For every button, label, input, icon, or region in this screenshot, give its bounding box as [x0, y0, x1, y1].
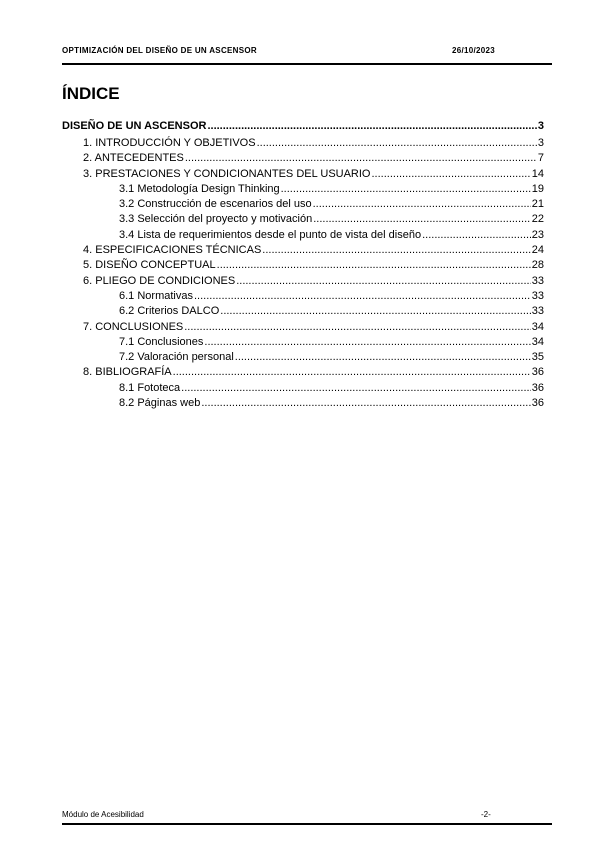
toc-dot-leader — [313, 198, 531, 210]
toc-entry-label: 3.1 Metodología Design Thinking — [119, 182, 280, 195]
toc-entry[interactable] — [62, 229, 544, 244]
toc-dot-leader — [204, 336, 530, 348]
toc-dot-leader — [422, 229, 531, 241]
header-title: OPTIMIZACIÓN DEL DISEÑO DE UN ASCENSOR — [62, 46, 257, 55]
page-header — [62, 46, 552, 55]
toc-entry-label: 3.4 Lista de requerimientos desde el punto de vista del diseño — [119, 228, 422, 241]
toc-dot-leader — [281, 183, 531, 195]
toc-entry-page: 35 — [531, 351, 544, 364]
toc-entry[interactable] — [62, 137, 544, 152]
toc-dot-leader — [194, 290, 531, 302]
toc-dot-leader — [372, 168, 531, 180]
toc-entry[interactable] — [62, 382, 544, 397]
toc-entry[interactable] — [62, 275, 544, 290]
toc-entry-label: 7. CONCLUSIONES — [83, 320, 184, 333]
toc-dot-leader — [257, 137, 537, 149]
toc-entry[interactable] — [62, 259, 544, 274]
toc-dot-leader — [262, 244, 530, 256]
toc-entry-label: 5. DISEÑO CONCEPTUAL — [83, 259, 216, 272]
footer-module: Módulo de Acesibilidad — [62, 810, 144, 819]
toc-entry-page: 14 — [531, 167, 544, 180]
toc-entry[interactable] — [62, 183, 544, 198]
footer-rule — [62, 823, 552, 825]
toc-entry-page: 33 — [531, 305, 544, 318]
toc-entry-page: 24 — [531, 244, 544, 257]
toc-entry-label: 8.1 Fototeca — [119, 381, 181, 394]
page-footer — [62, 810, 552, 819]
toc-dot-leader — [184, 321, 531, 333]
toc-entry-label: 7.2 Valoración personal — [119, 351, 234, 364]
toc-entry[interactable] — [62, 351, 544, 366]
toc-entry-label: 6. PLIEGO DE CONDICIONES — [83, 274, 236, 287]
toc-entry-page: 21 — [531, 198, 544, 211]
header-rule — [62, 63, 552, 65]
toc-entry-page: 36 — [531, 366, 544, 379]
footer-page-number: -2- — [481, 810, 491, 819]
toc-entry[interactable] — [62, 198, 544, 213]
toc-dot-leader — [201, 397, 530, 409]
toc-entry-label: 8. BIBLIOGRAFÍA — [83, 366, 172, 379]
toc-entry[interactable] — [62, 336, 544, 351]
toc-entry[interactable] — [62, 213, 544, 228]
toc-entry-page: 34 — [531, 320, 544, 333]
table-of-contents — [62, 120, 544, 412]
toc-entry[interactable] — [62, 168, 544, 183]
toc-entry-label: 2. ANTECEDENTES — [83, 152, 184, 165]
toc-dot-leader — [235, 351, 531, 363]
toc-entry[interactable] — [62, 397, 544, 412]
toc-entry-page: 19 — [531, 182, 544, 195]
toc-entry[interactable] — [62, 120, 544, 137]
toc-entry-page: 36 — [531, 381, 544, 394]
toc-dot-leader — [220, 305, 530, 317]
page-title: ÍNDICE — [62, 84, 120, 103]
toc-entry-page: 3 — [537, 120, 544, 132]
toc-entry-label: 3. PRESTACIONES Y CONDICIONANTES DEL USUARIO — [83, 167, 371, 180]
toc-entry-page: 33 — [531, 289, 544, 302]
toc-entry[interactable] — [62, 152, 544, 167]
toc-dot-leader — [181, 382, 531, 394]
toc-entry-page: 36 — [531, 397, 544, 410]
toc-entry-page: 34 — [531, 335, 544, 348]
toc-entry-page: 23 — [531, 228, 544, 241]
toc-entry[interactable] — [62, 290, 544, 305]
header-date: 26/10/2023 — [451, 46, 495, 55]
toc-entry[interactable] — [62, 321, 544, 336]
toc-entry[interactable] — [62, 305, 544, 320]
toc-entry-page: 28 — [531, 259, 544, 272]
toc-entry-label: 7.1 Conclusiones — [119, 335, 204, 348]
toc-dot-leader — [173, 366, 531, 378]
toc-dot-leader — [236, 275, 531, 287]
toc-dot-leader — [217, 259, 531, 271]
toc-entry-label: DISEÑO DE UN ASCENSOR — [62, 120, 207, 132]
toc-entry-label: 1. INTRODUCCIÓN Y OBJETIVOS — [83, 137, 256, 149]
toc-entry-label: 6.1 Normativas — [119, 289, 193, 302]
toc-entry-label: 8.2 Páginas web — [119, 397, 201, 410]
toc-entry-page: 7 — [537, 152, 544, 165]
toc-entry[interactable] — [62, 366, 544, 381]
toc-dot-leader — [185, 152, 537, 164]
toc-entry-page: 3 — [537, 137, 544, 149]
toc-entry[interactable] — [62, 244, 544, 259]
toc-entry-label: 3.2 Construcción de escenarios del uso — [119, 198, 312, 211]
toc-dot-leader — [207, 120, 536, 132]
toc-entry-label: 4. ESPECIFICACIONES TÉCNICAS — [83, 244, 262, 257]
toc-entry-page: 33 — [531, 274, 544, 287]
toc-entry-label: 3.3 Selección del proyecto y motivación — [119, 213, 313, 226]
toc-dot-leader — [313, 213, 531, 225]
toc-entry-label: 6.2 Criterios DALCO — [119, 305, 220, 318]
toc-entry-page: 22 — [531, 213, 544, 226]
